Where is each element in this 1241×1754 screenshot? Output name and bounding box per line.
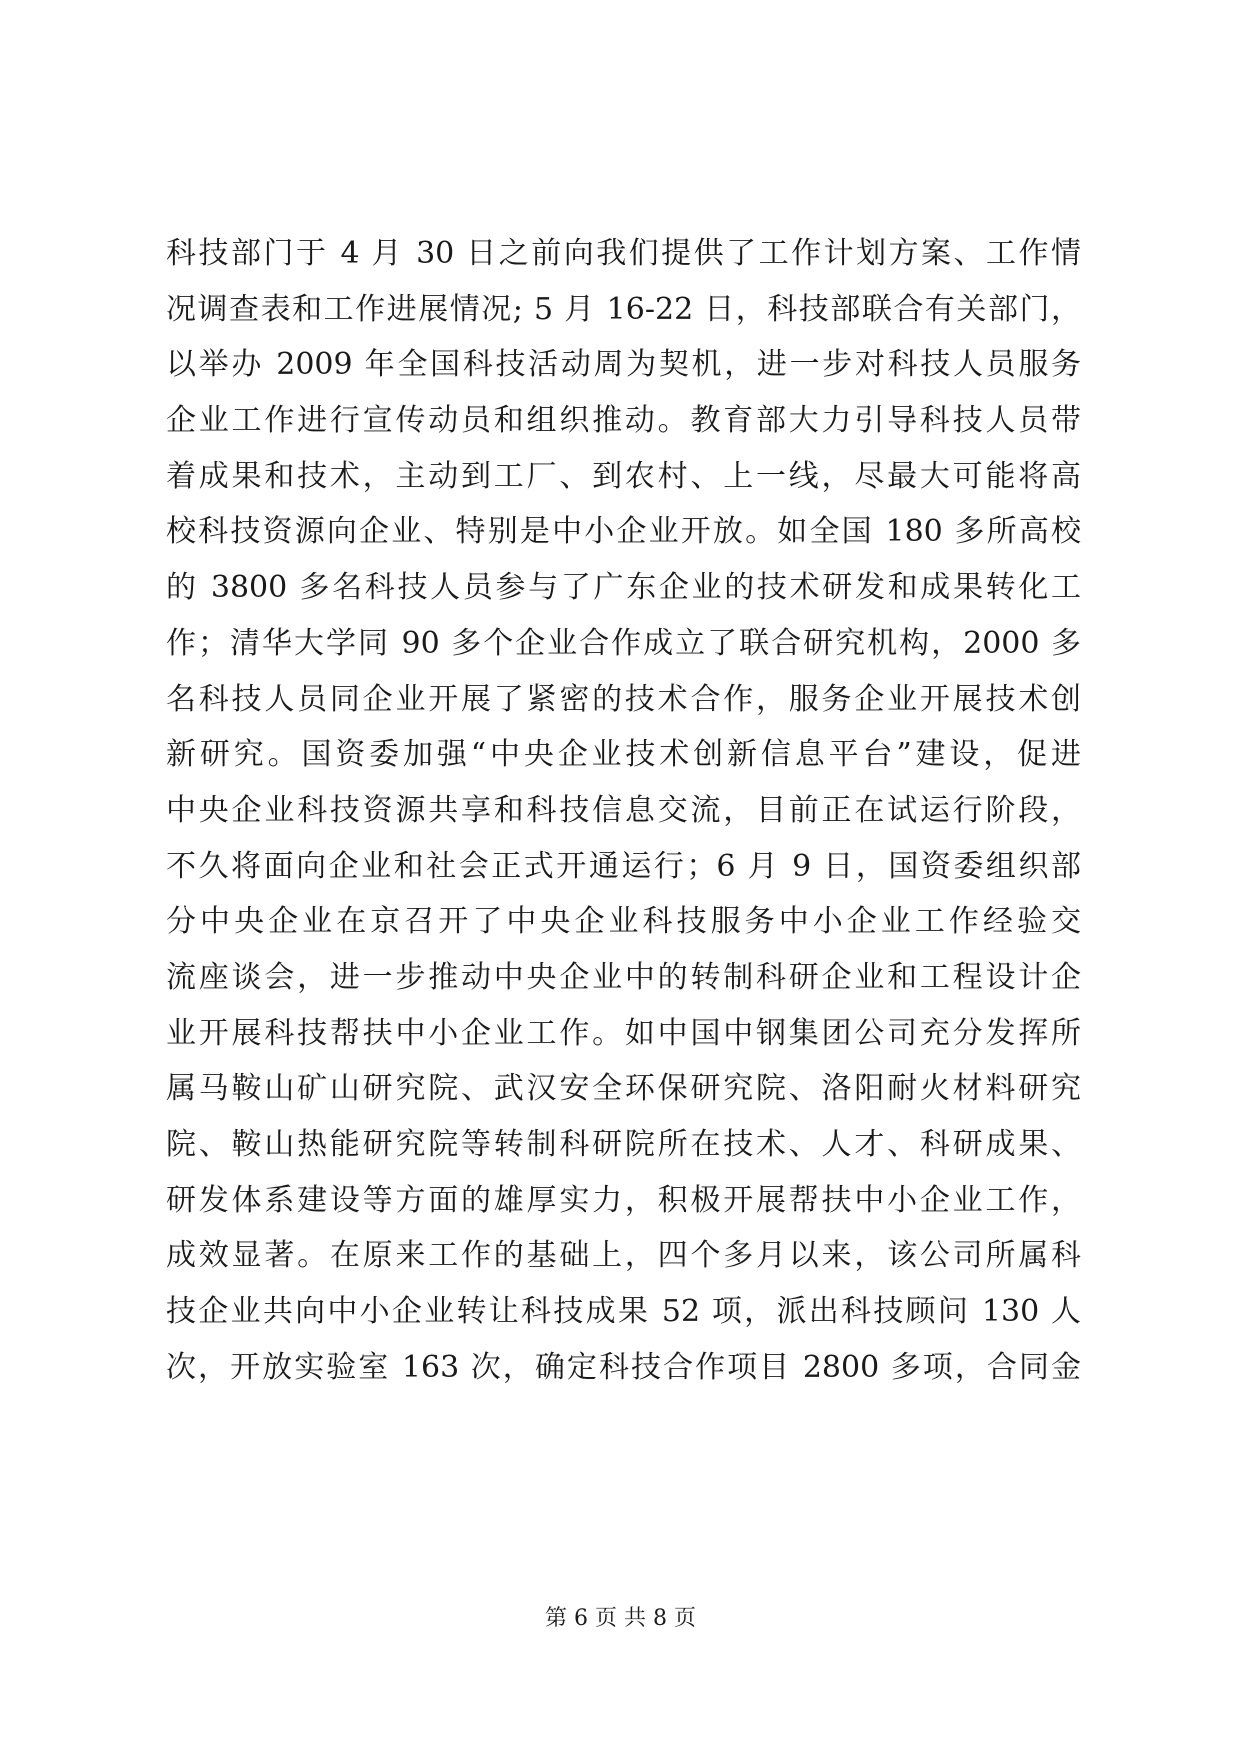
text-line: 着成果和技术，主动到工厂、到农村、上一线，尽最大可能将高 bbox=[166, 458, 1081, 494]
text-line: 况调查表和工作进展情况; 5 月 16-22 日，科技部联合有关部门， bbox=[166, 291, 1081, 327]
text-line: 校科技资源向企业、特别是中小企业开放。如全国 180 多所高校 bbox=[166, 514, 1081, 550]
text-line: 研发体系建设等方面的雄厚实力，积极开展帮扶中小企业工作， bbox=[166, 1182, 1081, 1218]
text-line: 技企业共向中小企业转让科技成果 52 项，派出科技顾问 130 人 bbox=[166, 1294, 1081, 1330]
page-footer bbox=[0, 1601, 1241, 1632]
text-line: 院、鞍山热能研究院等转制科研院所在技术、人才、科研成果、 bbox=[166, 1127, 1081, 1162]
text-line: 成效显著。在原来工作的基础上，四个多月以来，该公司所属科 bbox=[166, 1238, 1081, 1274]
text-line: 分中央企业在京召开了中央企业科技服务中小企业工作经验交 bbox=[166, 904, 1081, 940]
text-line: 中央企业科技资源共享和科技信息交流，目前正在试运行阶段， bbox=[166, 792, 1081, 828]
text-line: 业开展科技帮扶中小企业工作。如中国中钢集团公司充分发挥所 bbox=[166, 1015, 1081, 1051]
text-line: 以举办 2009 年全国科技活动周为契机，进一步对科技人员服务 bbox=[166, 347, 1081, 383]
text-line: 不久将面向企业和社会正式开通运行；6 月 9 日，国资委组织部 bbox=[166, 848, 1081, 884]
text-line: 科技部门于 4 月 30 日之前向我们提供了工作计划方案、工作情 bbox=[166, 236, 1081, 271]
text-line: 新研究。国资委加强“中央企业技术创新信息平台”建设，促进 bbox=[166, 737, 1081, 773]
page-number-label: 第 6 页 共 8 页 bbox=[545, 1606, 696, 1631]
body-paragraph bbox=[166, 226, 1081, 1395]
text-line: 作；清华大学同 90 多个企业合作成立了联合研究机构，2000 多 bbox=[166, 625, 1081, 661]
text-line: 名科技人员同企业开展了紧密的技术合作，服务企业开展技术创 bbox=[166, 681, 1081, 717]
text-line: 企业工作进行宣传动员和组织推动。教育部大力引导科技人员带 bbox=[166, 403, 1081, 439]
text-line: 次，开放实验室 163 次，确定科技合作项目 2800 多项，合同金 bbox=[166, 1349, 1081, 1385]
text-line: 的 3800 多名科技人员参与了广东企业的技术研发和成果转化工 bbox=[166, 570, 1081, 606]
text-line: 流座谈会，进一步推动中央企业中的转制科研企业和工程设计企 bbox=[166, 959, 1081, 995]
text-line: 属马鞍山矿山研究院、武汉安全环保研究院、洛阳耐火材料研究 bbox=[166, 1071, 1081, 1107]
